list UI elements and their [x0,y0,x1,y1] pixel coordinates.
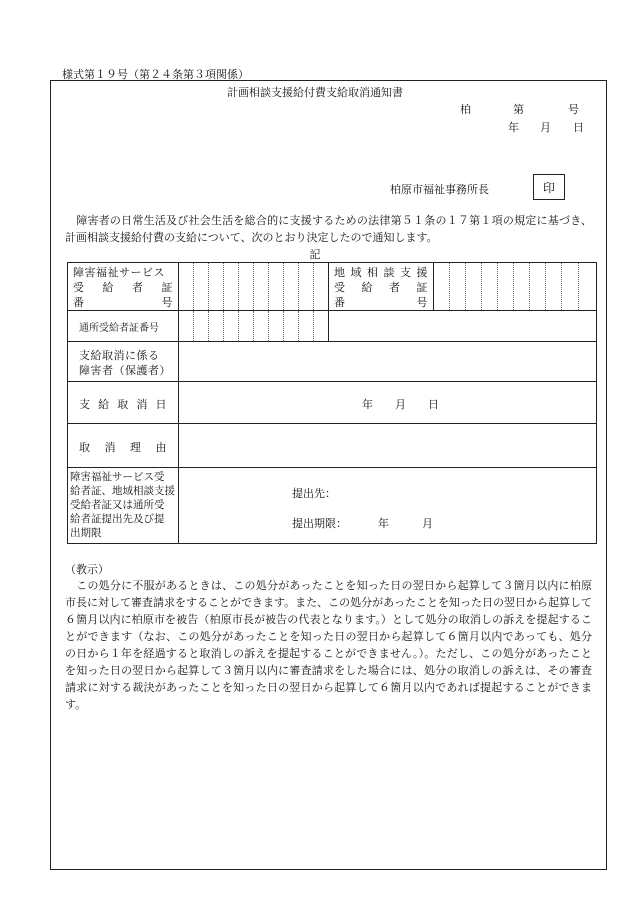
submission-deadline-label: 提出期限： [292,517,347,530]
seal-box: 印 [533,174,565,200]
service-cert-label-line3: 番 号 [73,296,173,309]
cancel-date-label: 支 給 取 消 日 [79,398,167,411]
subject-person-label-line2: 障害者（保護者） [79,364,171,377]
document-title: 計画相談支援給付費支給取消通知書 [227,86,403,99]
sender-name: 柏原市福祉事務所長 [390,183,489,196]
submission-label: 障害福祉サービス受 給者証、地域相談支援 受給者証又は通所受 給者証提出先及び提 出期限 [70,471,175,539]
form-number: 様式第１９号（第２４条第３項関係） [62,68,249,81]
cancel-reason-label: 取 消 理 由 [79,441,167,454]
instruction-heading: （教示） [65,563,109,576]
community-cert-label-line3: 番 号 [334,296,428,309]
community-cert-label-line2: 受 給 者 証 [334,281,428,294]
cancel-date-day: 日 [428,398,439,411]
submission-deadline-month: 月 [422,517,433,530]
day-service-cert-label: 通所受給者証番号 [79,323,159,334]
intro-paragraph: 障害者の日常生活及び社会生活を総合的に支援するための法律第５１条の１７第１項の規定に基づき、計画相談支援給付費の支給について、次のとおり決定したので通知します。 [65,214,592,244]
submission-destination: 提出先： [292,487,336,500]
ki-mark: 記 [309,248,321,261]
cancel-date-year: 年 [362,398,373,411]
subject-person-label-line1: 支給取消に係る [79,349,160,362]
submission-deadline-year: 年 [378,517,389,530]
service-cert-label-line1: 障害福祉サービス [73,266,165,279]
community-cert-label-line1: 地 域 相 談 支 援 [334,266,428,279]
cancel-date-month: 月 [395,398,406,411]
service-cert-label-line2: 受 給 者 証 [73,281,173,294]
instruction-paragraph: この処分に不服があるときは、この処分があったことを知った日の翌日から起算して３箇月以内に柏原市長に対して審査請求をすることができます。また、この処分があったことを知った日の翌日から起算して６箇月以内に柏原市を被告（柏原市長が被告の代表となります。）として処分の取消しの訴えを提起することができます（なお、この処分があったことを知った日の翌日から起算して６箇月以内であっても、処分の日から１年を経過すると取消しの訴えを提起することができません。）。ただし、この処分があったことを知った日の翌日から起算して３箇月以内に審査請求をした場合には、処分の取消しの訴えは、その審査請求に対する裁決があったことを知った日の翌日から起算して６箇月以内であれば提起することができます。 [65,579,593,711]
